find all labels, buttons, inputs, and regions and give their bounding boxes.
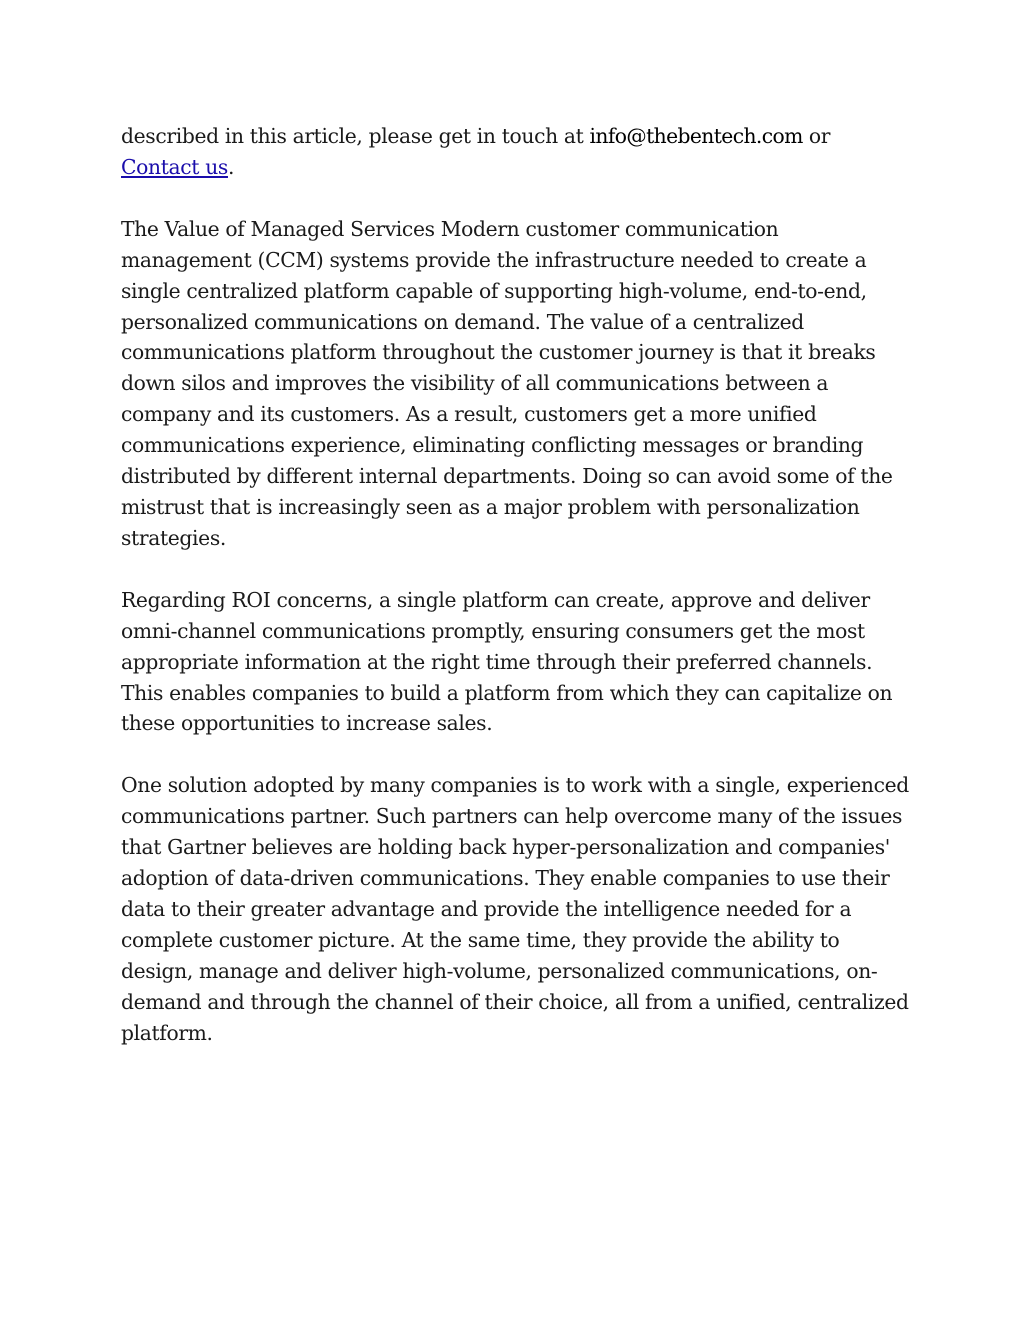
body-paragraph-value-of-managed-services: The Value of Managed Services Modern customer communication management (CCM) systems provide the infrastructure needed to create a single centralized platform capable of supporting high-volume, end-to-end, personalized communications on demand. The value of a centralized communications platform throughout the customer journey is that it breaks down silos and improves the visibility of all communications between a company and its customers. As a result, customers get a more unified communications experience, eliminating conflicting messages or branding distributed by different internal departments. Doing so can avoid some of the mistrust that is increasingly seen as a major problem with personalization strategies. [121,216,893,550]
intro-text-middle: or [802,124,831,148]
body-paragraph-communications-partner: One solution adopted by many companies is to work with a single, experienced communications partner. Such partners can help overcome many of the issues that Gartner believes are holding back hyper-personalization and companies' adoption of data-driven communications. They enable companies to use their data to their greater advantage and provide the intelligence needed for a complete customer picture. At the same time, they provide the ability to design, manage and deliver high-volume, personalized communications, on-demand and through the channel of their choice, all from a unified, centralized platform. [121,773,909,1045]
document-page [121,121,911,1079]
intro-text-after: . [227,154,235,179]
contact-us-link[interactable]: Contact us [121,154,228,179]
email-address: info@thebentech.com [589,124,803,148]
intro-text-before: described in this article, please get in touch at [121,124,590,148]
body-paragraph-roi-concerns: Regarding ROI concerns, a single platform can create, approve and deliver omni-channel communications promptly, ensuring consumers get the most appropriate information at the right time through their preferred channels. This enables companies to build a platform from which they can capitalize on these opportunities to increase sales. [121,587,893,736]
intro-paragraph [121,121,911,183]
